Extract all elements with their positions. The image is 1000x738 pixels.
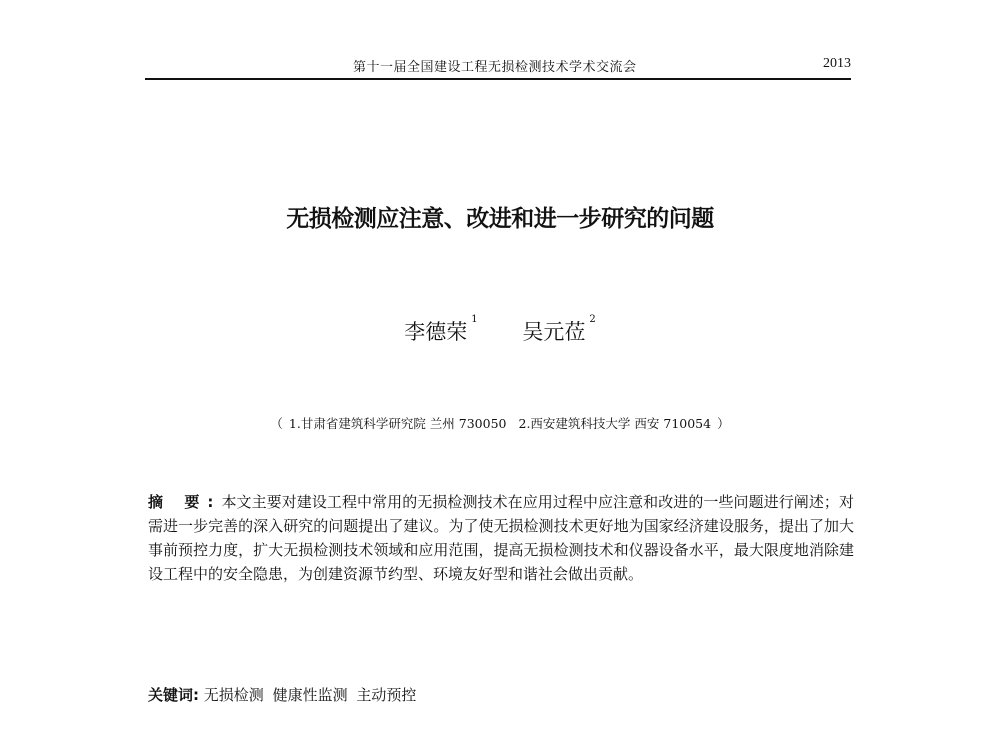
keyword: 无损检测 (203, 686, 264, 704)
author-2 (522, 316, 595, 346)
abstract-text: 本文主要对建设工程中常用的无损检测技术在应用过程中应注意和改进的一些问题进行阐述；对需进一步完善的深入研究的问题提出了建议。为了使无损检测技术更好地为国家经济建设服务，提出了加大事前预控力度，扩大无损检测技术领域和应用范围，提高无损检测技术和仪器设备水平，最大限度地消除建设工程中的安全隐患，为创建资源节约型、环境友好型和谐社会做出贡献。 (148, 493, 854, 583)
author-name: 李德荣 (404, 320, 468, 344)
affiliation-2: 2.西安建筑科技大学 西安 710054 (518, 416, 712, 431)
author-list (0, 316, 1000, 346)
abstract (148, 490, 854, 586)
paper-title: 无损检测应注意、改进和进一步研究的问题 (286, 206, 714, 232)
header-year: 2013 (823, 56, 851, 71)
affiliation-open-paren: （ (270, 416, 283, 431)
abstract-label: 摘 要: (148, 493, 222, 511)
affiliation-close-paren: ） (717, 416, 730, 431)
keyword: 健康性监测 (272, 686, 348, 704)
header-rule (145, 78, 851, 80)
affiliations (0, 414, 1000, 432)
keywords-label: 关键词: (148, 686, 199, 704)
affiliation-1: 1.甘肃省建筑科学研究院 兰州 730050 (288, 416, 507, 431)
author-affiliation-mark: 2 (589, 314, 596, 325)
author-name: 吴元莅 (522, 320, 586, 344)
running-header (145, 56, 851, 76)
conference-name: 第十一届全国建设工程无损检测技术学术交流会 (353, 60, 637, 75)
keywords (148, 684, 854, 705)
author-affiliation-mark: 1 (471, 314, 478, 325)
keyword: 主动预控 (356, 686, 417, 704)
author-1 (404, 316, 477, 346)
